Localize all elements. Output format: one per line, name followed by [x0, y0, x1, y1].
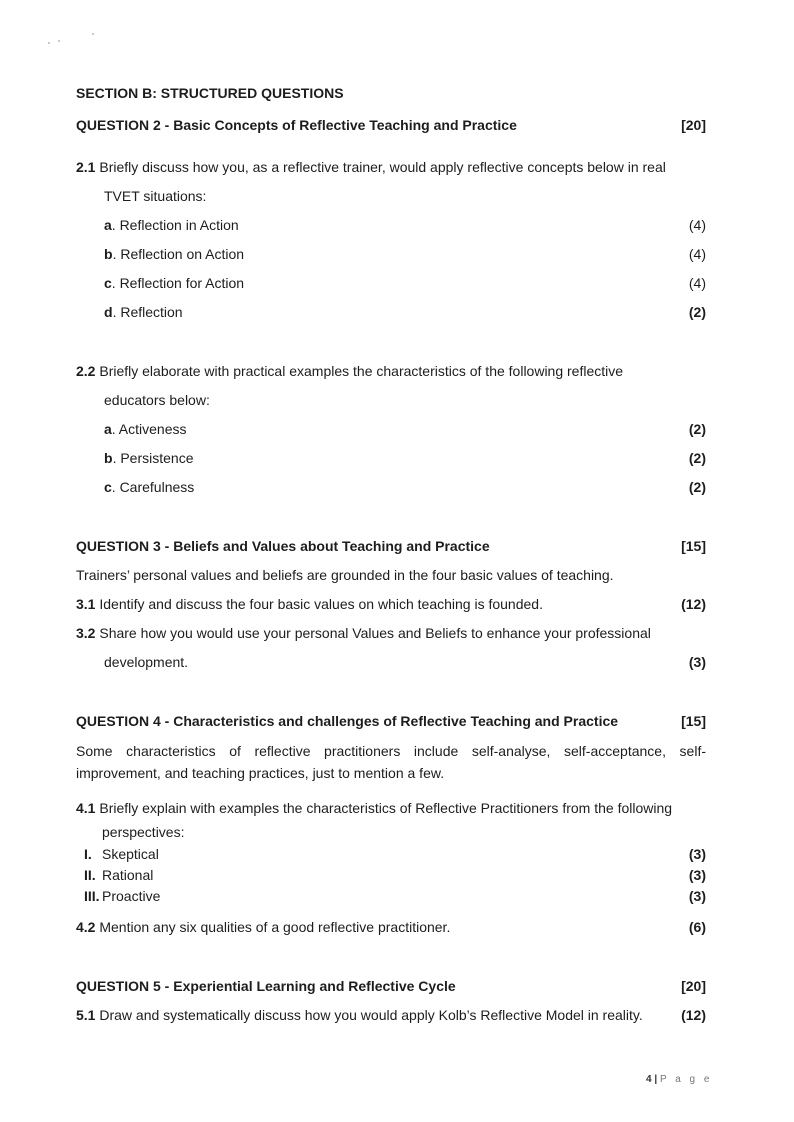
part-mark: (12) [681, 596, 706, 612]
part-text: Draw and systematically discuss how you would apply Kolb’s Reflective Model in reality. [99, 1007, 643, 1023]
page-footer [646, 1074, 712, 1085]
question-5-total: [20] [681, 978, 706, 994]
part-number: 3.1 [76, 596, 96, 612]
list-item: Rational [102, 867, 154, 883]
question-5-1 [76, 1006, 643, 1024]
roman-numeral: II. [84, 867, 96, 883]
question-3-1 [76, 595, 543, 613]
item-mark: (3) [688, 888, 706, 904]
list-item: c. Reflection for Action [104, 275, 245, 291]
part-text: Identify and discuss the four basic values on which teaching is founded. [99, 596, 543, 612]
list-item: b. Persistence [104, 450, 194, 466]
question-4-1-line2: perspectives: [102, 824, 185, 840]
item-mark: (4) [688, 246, 706, 262]
question-3-intro: Trainers’ personal values and beliefs are grounded in the four basic values of teaching. [76, 567, 614, 583]
item-mark: (3) [688, 867, 706, 883]
item-mark: (2) [688, 479, 706, 495]
part-number: 2.2 [76, 363, 96, 379]
item-mark: (3) [688, 846, 706, 862]
question-2-1-line1 [76, 158, 666, 176]
item-mark: (2) [688, 450, 706, 466]
section-title: SECTION B: STRUCTURED QUESTIONS [76, 85, 344, 101]
question-2-1-line2: TVET situations: [104, 188, 207, 204]
list-item: b. Reflection on Action [104, 246, 245, 262]
list-item: c. Carefulness [104, 479, 195, 495]
part-number: 4.1 [76, 800, 96, 816]
question-5-title: QUESTION 5 - Experiential Learning and Reflective Cycle [76, 978, 456, 994]
question-4-1-line1 [76, 799, 672, 817]
question-3-2-line2: development. [104, 654, 189, 670]
item-mark: (2) [688, 421, 706, 437]
list-item: Proactive [102, 888, 161, 904]
question-4-intro-line2: improvement, and teaching practices, just to mention a few. [76, 765, 445, 781]
part-mark: (6) [688, 919, 706, 935]
question-2-total: [20] [681, 117, 706, 133]
part-text: Share how you would use your personal Values and Beliefs to enhance your professional [99, 625, 651, 641]
part-text: Mention any six qualities of a good reflective practitioner. [99, 919, 451, 935]
page-number: 4 [646, 1074, 652, 1085]
list-item: Skeptical [102, 846, 159, 862]
footer-separator: | [654, 1074, 658, 1085]
part-number: 4.2 [76, 919, 96, 935]
part-number: 5.1 [76, 1007, 96, 1023]
roman-numeral: III. [84, 888, 100, 904]
list-item: a. Reflection in Action [104, 217, 239, 233]
scan-speck [92, 33, 94, 35]
question-3-title: QUESTION 3 - Beliefs and Values about Teaching and Practice [76, 538, 490, 554]
item-mark: (2) [688, 304, 706, 320]
part-number: 2.1 [76, 159, 96, 175]
part-text: Briefly elaborate with practical examples the characteristics of the following reflective [99, 363, 624, 379]
question-4-2 [76, 918, 450, 936]
question-2-2-line1 [76, 362, 623, 380]
part-text: Briefly discuss how you, as a reflective trainer, would apply reflective concepts below in real [99, 159, 666, 175]
question-2-title: QUESTION 2 - Basic Concepts of Reflective Teaching and Practice [76, 117, 517, 133]
question-4-intro-line1: Some characteristics of reflective practitioners include self-analyse, self-acceptance, self- [76, 743, 706, 759]
question-4-title: QUESTION 4 - Characteristics and challenges of Reflective Teaching and Practice [76, 713, 619, 729]
scan-speck [48, 42, 50, 44]
question-2-2-line2: educators below: [104, 392, 210, 408]
list-item: d. Reflection [104, 304, 183, 320]
roman-numeral: I. [84, 846, 92, 862]
part-mark: (3) [688, 654, 706, 670]
item-mark: (4) [688, 217, 706, 233]
list-item: a. Activeness [104, 421, 187, 437]
part-mark: (12) [681, 1007, 706, 1023]
page-label: P a g e [659, 1074, 713, 1085]
item-mark: (4) [688, 275, 706, 291]
part-text: Briefly explain with examples the characteristics of Reflective Practitioners from the following [99, 800, 673, 816]
question-3-2-line1 [76, 624, 651, 642]
question-4-total: [15] [681, 713, 706, 729]
scan-speck [58, 40, 60, 42]
question-3-total: [15] [681, 538, 706, 554]
part-number: 3.2 [76, 625, 96, 641]
